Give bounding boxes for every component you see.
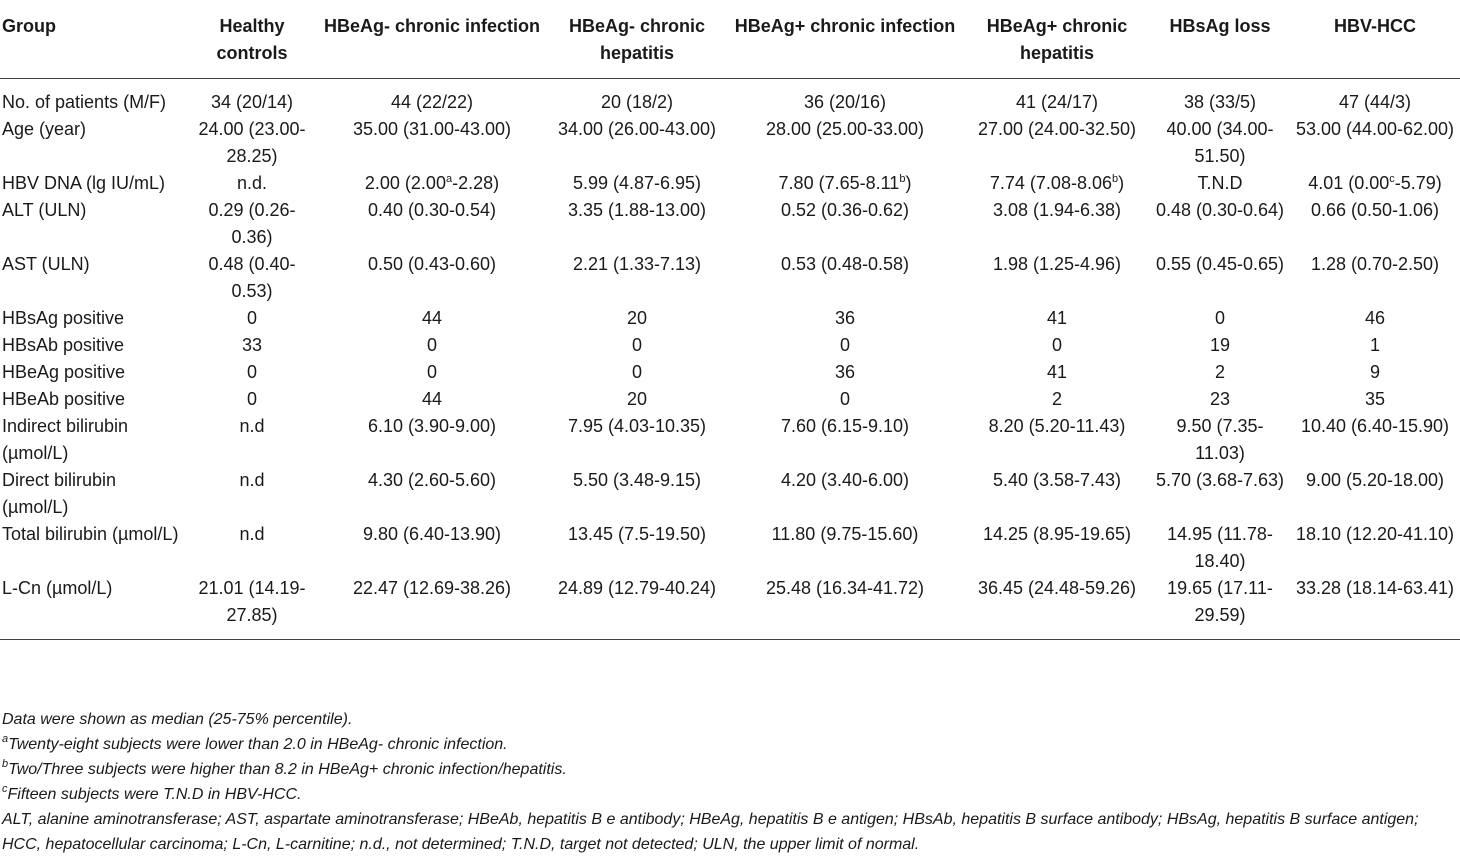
table-cell: 23 — [1209, 389, 1231, 409]
table-cell: 9.50 (7.35-11.03) — [1176, 416, 1264, 463]
table-cell: 40.00 (34.00-51.50) — [1166, 119, 1274, 166]
table-cell: n.d — [239, 470, 265, 490]
table-cell: 1.28 (0.70-2.50) — [1310, 254, 1440, 274]
table-cell: 7.60 (6.15-9.10) — [780, 416, 910, 436]
table-cell: 7.74 (7.08-8.06$^b$) — [989, 173, 1125, 193]
table-cell: 5.40 (3.58-7.43) — [992, 470, 1122, 490]
table-cell: 0.40 (0.30-0.54) — [367, 200, 497, 220]
table-cell: 22.47 (12.69-38.26) — [352, 578, 512, 598]
row-label: AST (ULN) — [2, 254, 90, 274]
table-cell: T.N.D — [1197, 173, 1243, 193]
table-row — [0, 251, 1460, 305]
table-cell: 0.48 (0.30-0.64) — [1155, 200, 1285, 220]
table-cell: 0 — [631, 335, 642, 355]
table-cell: 6.10 (3.90-9.00) — [367, 416, 497, 436]
table-cell: 0 — [1051, 335, 1062, 355]
table-cell: 5.70 (3.68-7.63) — [1155, 470, 1285, 490]
table-cell: 3.35 (1.88-13.00) — [567, 200, 707, 220]
table-cell: 9.80 (6.40-13.90) — [362, 524, 502, 544]
table-cell: 41 (24/17) — [1015, 92, 1099, 112]
table-row — [0, 575, 1460, 640]
table-cell: 0 — [1214, 308, 1225, 328]
column-header: HBsAg loss — [1169, 16, 1271, 36]
row-label: No. of patients (M/F) — [2, 92, 167, 112]
table-cell: 53.00 (44.00-62.00) — [1295, 119, 1455, 139]
row-label: HBsAg positive — [2, 308, 125, 328]
table-cell: 8.20 (5.20-11.43) — [988, 416, 1126, 436]
table-cell: 34 (20/14) — [210, 92, 294, 112]
table-cell: 38 (33/5) — [1183, 92, 1257, 112]
table-cell: 41 — [1046, 308, 1068, 328]
column-header: HBeAg- chronic infection — [323, 16, 540, 36]
table-cell: 21.01 (14.19-27.85) — [198, 578, 306, 625]
table-cell: 28.00 (25.00-33.00) — [765, 119, 925, 139]
table-footnotes — [2, 707, 1458, 857]
table-row — [0, 413, 1460, 467]
table-cell: 44 — [421, 389, 443, 409]
table-cell: 0.52 (0.36-0.62) — [780, 200, 910, 220]
table-cell: 9 — [1369, 362, 1380, 382]
table-cell: 25.48 (16.34-41.72) — [765, 578, 925, 598]
table-row — [0, 116, 1460, 170]
table-cell: 14.95 (11.78-18.40) — [1167, 524, 1273, 571]
table-cell: 0 — [426, 362, 437, 382]
table-cell: 11.80 (9.75-15.60) — [771, 524, 919, 544]
table-cell: 24.00 (23.00-28.25) — [198, 119, 306, 166]
table-cell: 36 — [834, 362, 856, 382]
row-label: ALT (ULN) — [2, 200, 87, 220]
table-cell: 44 — [421, 308, 443, 328]
table-cell: 0.50 (0.43-0.60) — [367, 254, 497, 274]
table-cell: 0 — [246, 362, 257, 382]
table-cell: 10.40 (6.40-15.90) — [1300, 416, 1450, 436]
table-cell: 0 — [246, 308, 257, 328]
table-cell: 20 — [626, 389, 648, 409]
row-label: Total bilirubin (µmol/L) — [2, 524, 179, 544]
row-label: L-Cn (µmol/L) — [2, 578, 113, 598]
table-cell: 7.95 (4.03-10.35) — [567, 416, 707, 436]
footnote: $^c$Fifteen subjects were T.N.D in HBV-HCC. — [2, 783, 302, 803]
table-cell: 0 — [839, 389, 850, 409]
table-cell: 14.25 (8.95-19.65) — [982, 524, 1132, 544]
table-cell: 4.20 (3.40-6.00) — [780, 470, 910, 490]
table-cell: 1 — [1369, 335, 1380, 355]
table-cell: 19.65 (17.11-29.59) — [1167, 578, 1273, 625]
table-cell: 4.01 (0.00$^c$-5.79) — [1308, 173, 1442, 193]
column-header: HBeAg+ chronic hepatitis — [986, 16, 1128, 63]
table-cell: 33 — [241, 335, 263, 355]
table-cell: 0.53 (0.48-0.58) — [780, 254, 910, 274]
row-label: HBsAb positive — [2, 335, 125, 355]
table-cell: 0.48 (0.40-0.53) — [208, 254, 296, 301]
table-cell: 4.30 (2.60-5.60) — [367, 470, 497, 490]
table-cell: 2 — [1051, 389, 1062, 409]
table-cell: 18.10 (12.20-41.10) — [1295, 524, 1455, 544]
table-row — [0, 79, 1460, 117]
table-row — [0, 332, 1460, 359]
table-cell: 7.80 (7.65-8.11$^b$) — [778, 173, 912, 193]
table-cell: n.d — [239, 524, 265, 544]
footnote: $^b$Two/Three subjects were higher than 8.2 in HBeAg+ chronic infection/hepatitis. — [2, 758, 567, 778]
table-cell: 36 (20/16) — [803, 92, 887, 112]
table-cell: 0 — [839, 335, 850, 355]
table-cell: 35 — [1364, 389, 1386, 409]
table-cell: 13.45 (7.5-19.50) — [567, 524, 707, 544]
table-cell: 0.29 (0.26-0.36) — [208, 200, 296, 247]
table-cell: 20 — [626, 308, 648, 328]
table-header — [0, 0, 1460, 79]
table-cell: 46 — [1364, 308, 1386, 328]
row-label: HBeAb positive — [2, 389, 126, 409]
table-cell: 5.50 (3.48-9.15) — [572, 470, 702, 490]
table-cell: 35.00 (31.00-43.00) — [352, 119, 512, 139]
column-header: Healthy controls — [216, 16, 288, 63]
table-cell: 33.28 (18.14-63.41) — [1295, 578, 1455, 598]
table-body — [0, 79, 1460, 640]
row-label: Age (year) — [2, 119, 87, 139]
footnote: $^a$Twenty-eight subjects were lower than 2.0 in HBeAg- chronic infection. — [2, 733, 508, 753]
table-cell: 36 — [834, 308, 856, 328]
table-cell: 34.00 (26.00-43.00) — [557, 119, 717, 139]
table-cell: 0 — [246, 389, 257, 409]
table-cell: 36.45 (24.48-59.26) — [977, 578, 1137, 598]
row-label: Direct bilirubin (µmol/L) — [2, 470, 117, 517]
column-header: HBV-HCC — [1333, 16, 1416, 36]
footnote: ALT, alanine aminotransferase; AST, aspartate aminotransferase; HBeAb, hepatitis B e antibody; HBeAg, hepatitis B e antigen; HBsAb, hepatitis B surface antibody; HBsAg, hepatitis B surface antigen; HCC, hepatocellular carcinoma; L-Cn, L-carnitine; n.d., not determined; T.N.D, target not detected; ULN, the upper limit of normal. — [2, 811, 1419, 853]
table-cell: n.d — [239, 416, 265, 436]
table-cell: 0 — [631, 362, 642, 382]
table-cell: 2.21 (1.33-7.13) — [572, 254, 702, 274]
table-cell: 44 (22/22) — [390, 92, 474, 112]
column-header: HBeAg+ chronic infection — [734, 16, 956, 36]
table-cell: 1.98 (1.25-4.96) — [992, 254, 1122, 274]
table-cell: 9.00 (5.20-18.00) — [1305, 470, 1445, 490]
table-cell: 20 (18/2) — [600, 92, 674, 112]
column-header: HBeAg- chronic hepatitis — [568, 16, 705, 63]
table-row — [0, 386, 1460, 413]
table-cell: 2 — [1214, 362, 1225, 382]
footnote: Data were shown as median (25-75% percentile). — [2, 711, 353, 728]
header-row — [0, 0, 1460, 79]
table-cell: 2.00 (2.00$^a$-2.28) — [364, 173, 500, 193]
column-header: Group — [2, 16, 56, 36]
table-row — [0, 467, 1460, 521]
table-cell: 0.55 (0.45-0.65) — [1155, 254, 1285, 274]
table-row — [0, 197, 1460, 251]
table-cell: 0.66 (0.50-1.06) — [1310, 200, 1440, 220]
table-cell: 19 — [1209, 335, 1231, 355]
table-cell: 5.99 (4.87-6.95) — [572, 173, 702, 193]
table-cell: 27.00 (24.00-32.50) — [977, 119, 1137, 139]
table-cell: n.d. — [236, 173, 268, 193]
table-cell: 41 — [1046, 362, 1068, 382]
row-label: HBV DNA (lg IU/mL) — [2, 173, 166, 193]
row-label: HBeAg positive — [2, 362, 126, 382]
table-row — [0, 521, 1460, 575]
table-cell: 0 — [426, 335, 437, 355]
table-row — [0, 170, 1460, 197]
table-cell: 47 (44/3) — [1338, 92, 1412, 112]
table-row — [0, 359, 1460, 386]
table-cell: 3.08 (1.94-6.38) — [992, 200, 1122, 220]
row-label: Indirect bilirubin (µmol/L) — [2, 416, 129, 463]
table-cell: 24.89 (12.79-40.24) — [557, 578, 717, 598]
table-row — [0, 305, 1460, 332]
